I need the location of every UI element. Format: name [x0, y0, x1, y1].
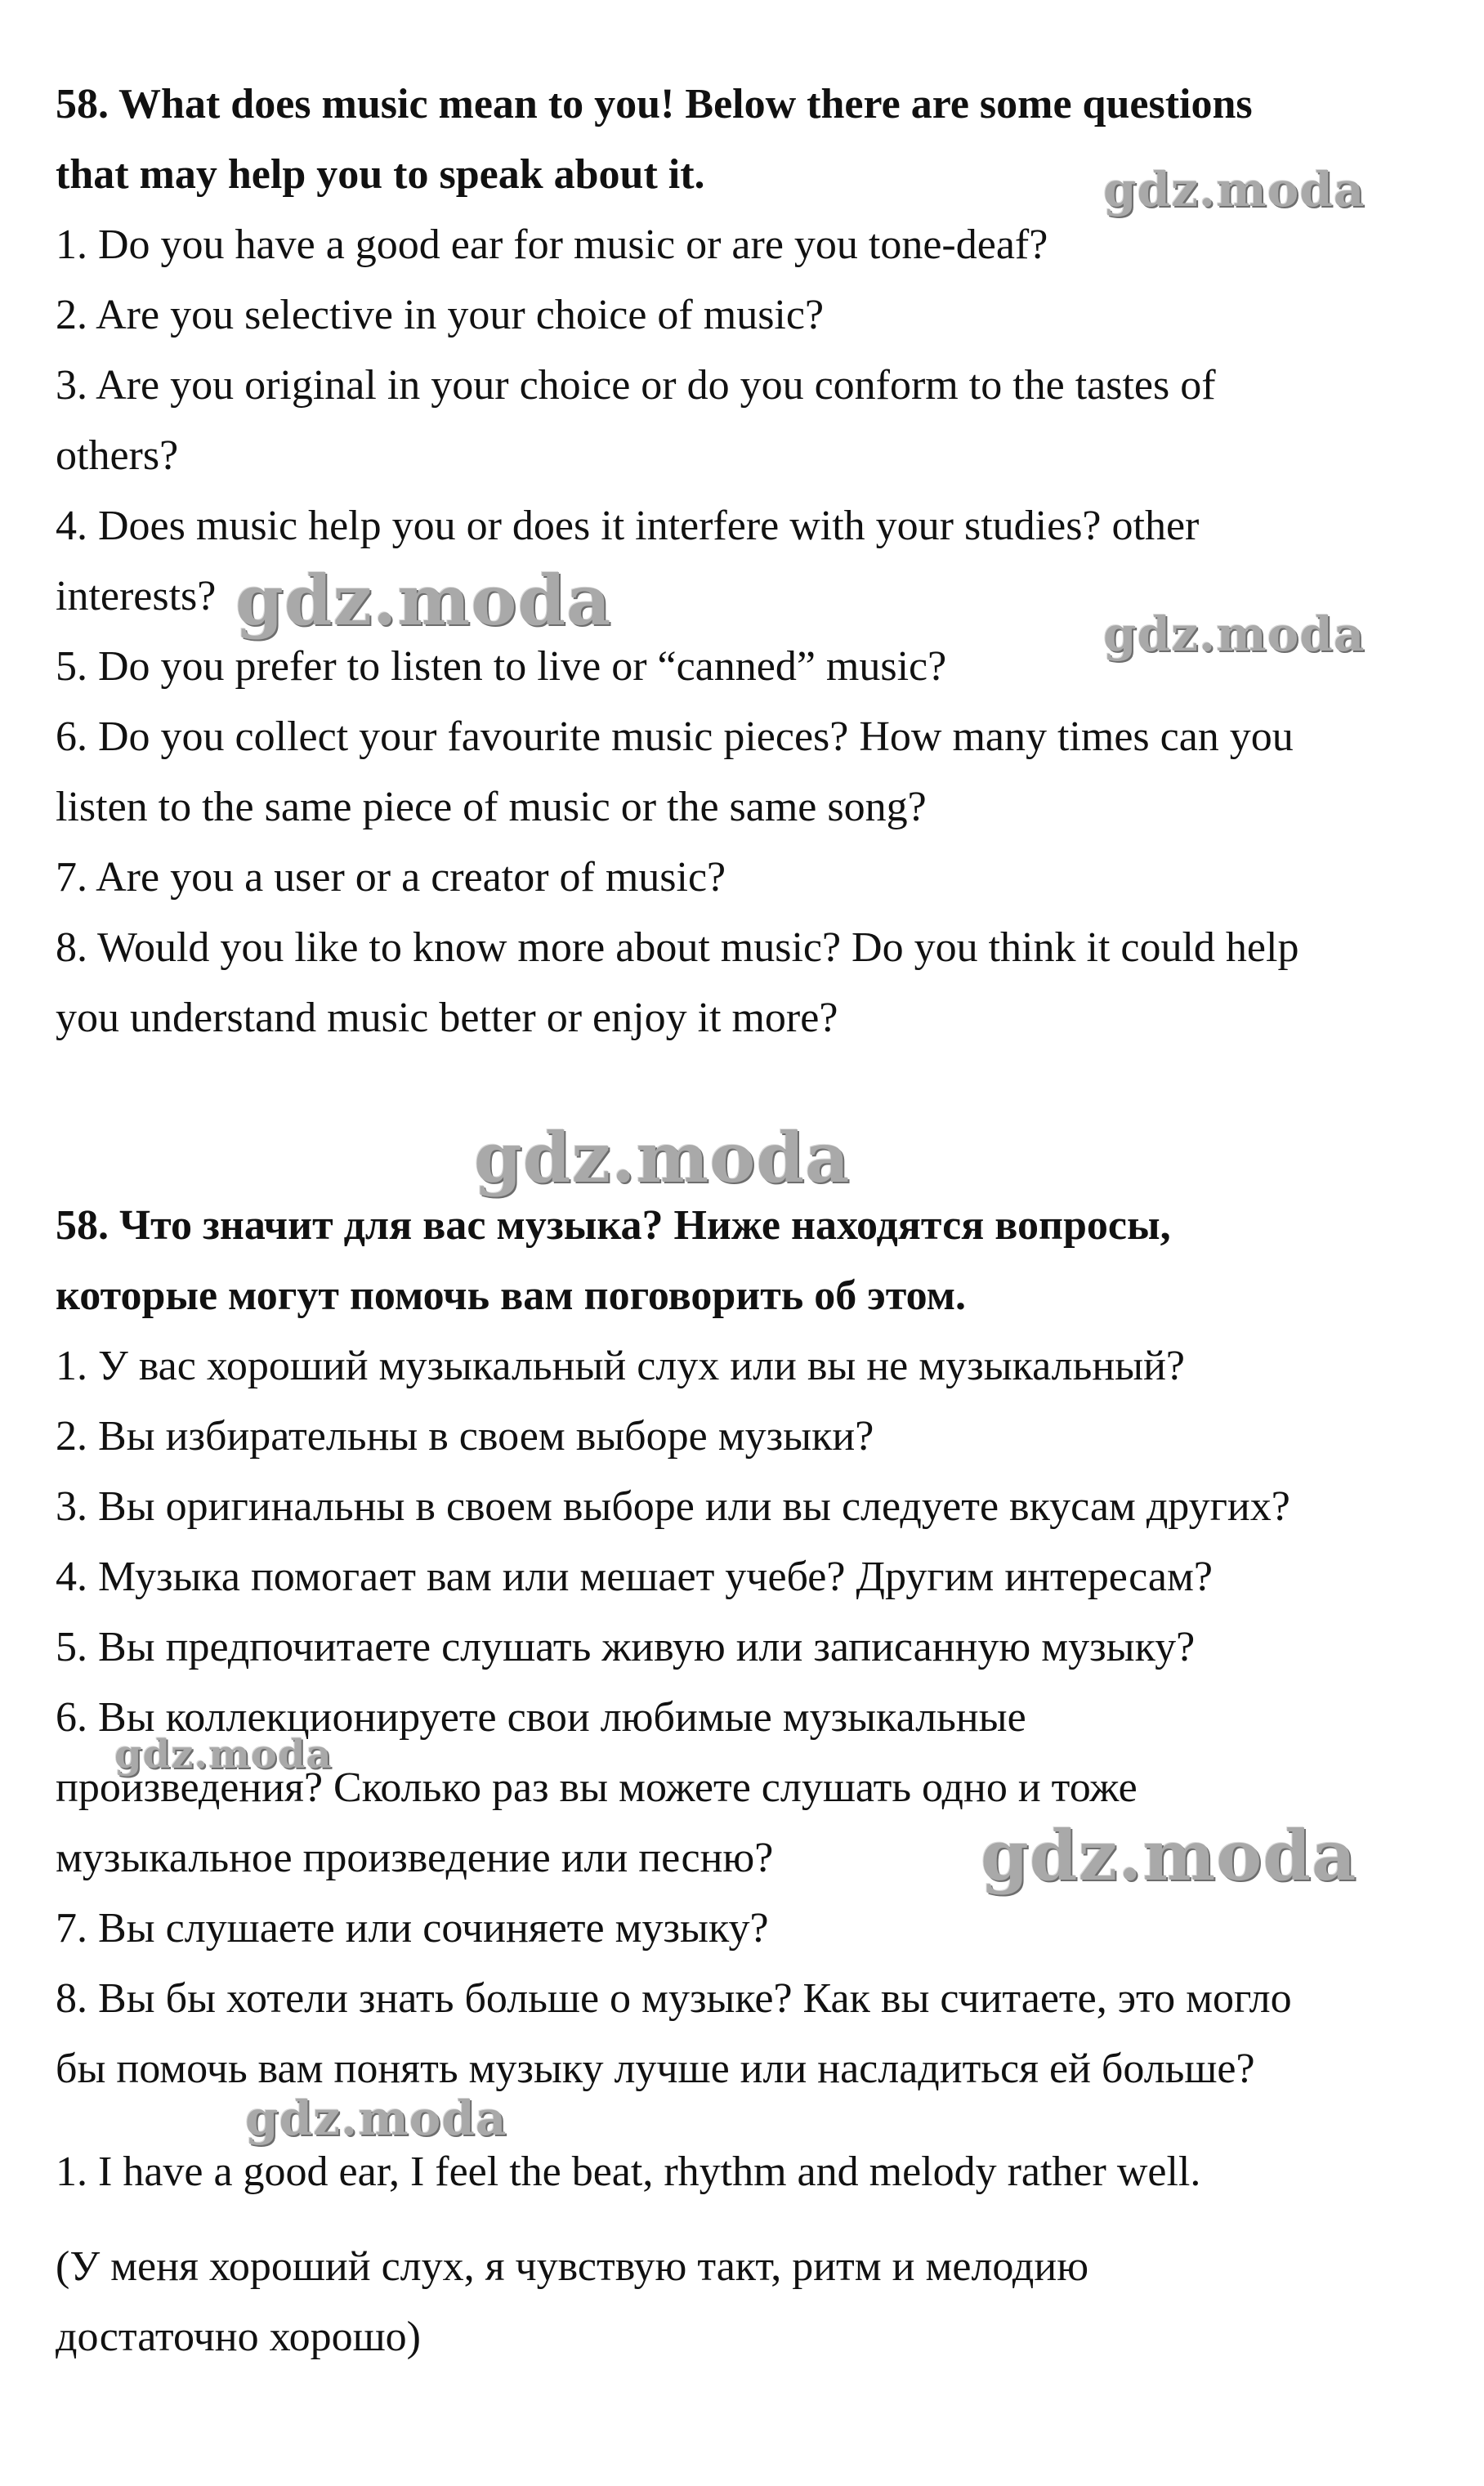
question-en-1: 1. Do you have a good ear for music or are you tone-deaf?	[56, 221, 1048, 268]
watermark-1: gdz.moda	[1103, 162, 1366, 217]
question-en-7: 7. Are you a user or a creator of music?	[56, 854, 726, 901]
answer-ru-line2: достаточно хорошо)	[56, 2314, 421, 2360]
watermark-5: gdz.moda	[114, 1732, 333, 1777]
question-en-6-line1: 6. Do you collect your favourite music pieces? How many times can you	[56, 713, 1294, 760]
answer-en: 1. I have a good ear, I feel the beat, rhythm and melody rather well.	[56, 2148, 1201, 2195]
question-en-6-line2: listen to the same piece of music or the same song?	[56, 784, 927, 830]
question-ru-1: 1. У вас хороший музыкальный слух или вы не музыкальный?	[56, 1343, 1185, 1389]
question-ru-2: 2. Вы избирательны в своем выборе музыки?	[56, 1413, 874, 1460]
watermark-3: gdz.moda	[1103, 606, 1366, 662]
question-ru-6-line3: музыкальное произведение или песню?	[56, 1835, 774, 1881]
task-title-ru-line1: 58. Что значит для вас музыка? Ниже находятся вопросы,	[56, 1202, 1171, 1249]
task-title-en-line1: 58. What does music mean to you! Below there are some questions	[56, 81, 1253, 127]
question-en-2: 2. Are you selective in your choice of music?	[56, 292, 825, 338]
question-en-3-line1: 3. Are you original in your choice or do you conform to the tastes of	[56, 362, 1216, 409]
answer-ru-line1: (У меня хороший слух, я чувствую такт, ритм и мелодию	[56, 2243, 1089, 2290]
question-ru-6-line2: произведения? Сколько раз вы можете слушать одно и тоже	[56, 1764, 1138, 1811]
question-ru-6-line1: 6. Вы коллекционируете свои любимые музыкальные	[56, 1694, 1026, 1741]
question-ru-4: 4. Музыка помогает вам или мешает учебе? Другим интересам?	[56, 1554, 1213, 1600]
watermark-2: gdz.moda	[235, 560, 612, 641]
question-en-5: 5. Do you prefer to listen to live or “canned” music?	[56, 643, 947, 690]
question-ru-8-line1: 8. Вы бы хотели знать больше о музыке? Как вы считаете, это могло	[56, 1975, 1292, 2022]
question-en-4-line1: 4. Does music help you or does it interfere with your studies? other	[56, 503, 1200, 549]
question-en-4-line2: interests?	[56, 573, 217, 619]
question-ru-8-line2: бы помочь вам понять музыку лучше или насладиться ей больше?	[56, 2046, 1255, 2092]
question-en-3-line2: others?	[56, 432, 179, 479]
watermark-6: gdz.moda	[981, 1815, 1357, 1896]
watermark-4: gdz.moda	[474, 1117, 851, 1198]
question-ru-7: 7. Вы слушаете или сочиняете музыку?	[56, 1905, 769, 1952]
watermark-7: gdz.moda	[245, 2090, 507, 2146]
question-ru-5: 5. Вы предпочитаете слушать живую или записанную музыку?	[56, 1624, 1196, 1670]
question-en-8-line2: you understand music better or enjoy it more?	[56, 995, 838, 1041]
question-ru-3: 3. Вы оригинальны в своем выборе или вы следуете вкусам других?	[56, 1483, 1290, 1530]
task-title-ru-line2: которые могут помочь вам поговорить об этом.	[56, 1272, 967, 1319]
task-title-en-line2: that may help you to speak about it.	[56, 151, 705, 198]
question-en-8-line1: 8. Would you like to know more about music? Do you think it could help	[56, 924, 1299, 971]
